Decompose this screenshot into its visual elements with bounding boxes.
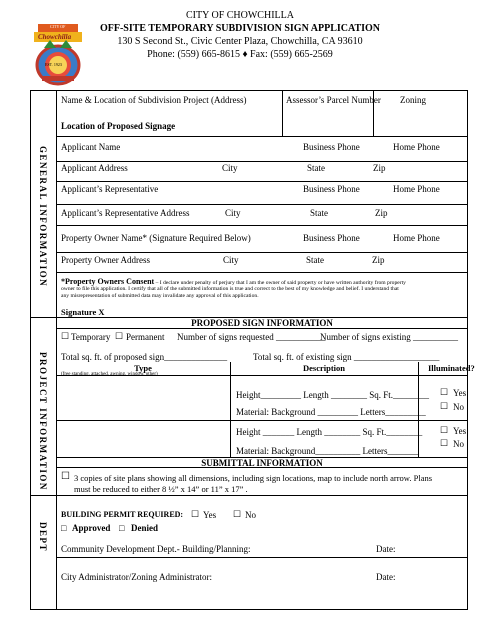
header-city: CITY OF CHOWCHILLA [186, 10, 294, 21]
permit-yes-label: Yes [203, 510, 217, 520]
signature-label: Signature X [61, 307, 105, 317]
row1-no-checkbox[interactable]: ☐ [440, 401, 449, 411]
permit-no-label: No [245, 510, 256, 520]
permanent-label: Permanent [126, 332, 165, 342]
row2-no-checkbox[interactable]: ☐ [440, 438, 449, 448]
permit-yes-checkbox[interactable]: ☐ [191, 509, 200, 519]
section-label-general: GENERAL INFORMATION [38, 146, 48, 288]
approved-checkbox[interactable]: □ [61, 523, 67, 533]
rep-state-label: State [310, 208, 328, 218]
signs-requested-label: Number of signs requested ___________ [177, 332, 326, 342]
section-label-project: PROJECT INFORMATION [38, 352, 48, 491]
row1-no-label: No [453, 402, 464, 412]
seal-text-top: CITY OF [50, 24, 66, 29]
seal-text-year: EST. 1923 [45, 62, 62, 67]
rep-business-phone-label: Business Phone [303, 184, 360, 194]
applicant-address-label: Applicant Address [61, 163, 128, 173]
owner-zip-label: Zip [372, 255, 385, 265]
applicant-home-phone-label: Home Phone [393, 142, 440, 152]
page-title: OFF-SITE TEMPORARY SUBDIVISION SIGN APPLICATION [99, 23, 381, 34]
row2-dimensions: Height _______ Length ________ Sq. Ft.________ [236, 427, 423, 437]
approved-label: Approved [72, 523, 111, 533]
submittal-checkbox[interactable]: ☐ [61, 471, 70, 482]
temporary-label: Temporary [71, 332, 111, 342]
city-admin-date-label: Date: [376, 572, 396, 582]
consent-line-2: owner to file this application. I certify that all of the submitted information is true and correct to the best of my knowledge and belief. I understand that [61, 286, 399, 292]
header-phone: Phone: (559) 665-8615 ♦ Fax: (559) 665-2569 [147, 49, 333, 60]
row2-yes-checkbox[interactable]: ☐ [440, 425, 449, 435]
rep-address-label: Applicant’s Representative Address [61, 208, 190, 218]
community-dev-label: Community Development Dept.- Building/Planning: [61, 544, 251, 554]
owner-home-phone-label: Home Phone [393, 233, 440, 243]
applicant-zip-label: Zip [373, 163, 386, 173]
row1-yes-label: Yes [453, 388, 467, 398]
row1-yes-checkbox[interactable]: ☐ [440, 387, 449, 397]
denied-checkbox[interactable]: □ [119, 523, 125, 533]
row2-yes-label: Yes [453, 426, 467, 436]
permit-required-label: BUILDING PERMIT REQUIRED: [61, 510, 184, 519]
rep-home-phone-label: Home Phone [393, 184, 440, 194]
applicant-city-label: City [222, 163, 238, 173]
owner-state-label: State [306, 255, 324, 265]
city-admin-label: City Administrator/Zoning Administrator: [61, 572, 212, 582]
rep-city-label: City [225, 208, 241, 218]
owner-business-phone-label: Business Phone [303, 233, 360, 243]
community-dev-date-label: Date: [376, 544, 396, 554]
owner-address-label: Property Owner Address [61, 255, 150, 265]
total-proposed-label: Total sq. ft. of proposed sign______________ [61, 352, 228, 362]
temporary-checkbox[interactable]: ☐ [61, 331, 70, 341]
applicant-state-label: State [307, 163, 325, 173]
row1-material: Material: Background _________ Letters_________ [236, 407, 426, 417]
assessor-parcel-label: Assessor’s Parcel Number [286, 95, 381, 105]
rep-label: Applicant’s Representative [61, 184, 159, 194]
proposed-sign-heading: PROPOSED SIGN INFORMATION [191, 318, 333, 328]
row2-material: Material: Background__________ Letters_______ [236, 446, 419, 456]
submittal-line-1: 3 copies of site plans showing all dimensions, including sign locations, map to include north arrow. Plans [74, 473, 433, 483]
section-label-dept: DEPT [38, 522, 48, 553]
type-subheader: (free standing, attached, awning, window, other) [61, 372, 158, 377]
zoning-label: Zoning [400, 95, 426, 105]
rep-zip-label: Zip [375, 208, 388, 218]
row2-no-label: No [453, 439, 464, 449]
submittal-line-2: must be reduced to either 8 ½” x 14” or 11” x 17” . [74, 484, 248, 494]
total-existing-label: Total sq. ft. of existing sign ___________________ [253, 352, 440, 362]
type-header: Type [134, 363, 152, 373]
project-name-label: Name & Location of Subdivision Project (Address) [61, 95, 247, 105]
permanent-checkbox[interactable]: ☐ [115, 331, 124, 341]
applicant-business-phone-label: Business Phone [303, 142, 360, 152]
consent-text-1: – I declare under penalty of perjury that I am the owner of said property or have written authority from property [154, 280, 406, 286]
consent-line-3: any misrepresentation of submitted data may invalidate any approval of this application. [61, 293, 259, 299]
seal-text-main: Chowchilla [38, 33, 72, 41]
description-header: Description [302, 363, 346, 373]
owner-city-label: City [223, 255, 239, 265]
denied-label: Denied [131, 523, 158, 533]
permit-no-checkbox[interactable]: ☐ [233, 509, 242, 519]
row1-dimensions: Height_________ Length ________ Sq. Ft.________ [236, 390, 429, 400]
submittal-heading: SUBMITTAL INFORMATION [201, 458, 323, 468]
illuminated-header: Illuminated? [428, 363, 475, 373]
header-address: 130 S Second St., Civic Center Plaza, Chowchilla, CA 93610 [117, 36, 363, 47]
owner-name-label: Property Owner Name* (Signature Required Below) [61, 233, 251, 243]
signs-existing-label: Number of signs existing __________ [320, 332, 458, 342]
signage-location-label: Location of Proposed Signage [61, 121, 176, 131]
applicant-name-label: Applicant Name [61, 142, 121, 152]
consent-title: *Property Owners Consent [61, 277, 155, 286]
